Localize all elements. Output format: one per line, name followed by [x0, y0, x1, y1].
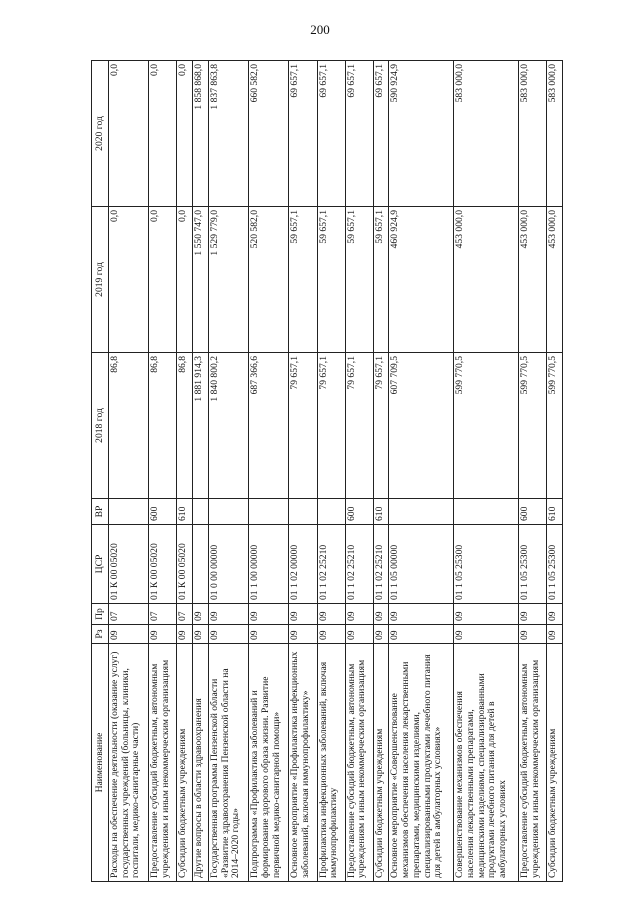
cell-rz: 09: [373, 625, 389, 644]
table-row: [547, 61, 563, 882]
cell-csr: 01 1 02 25210: [317, 525, 345, 604]
cell-2020: 1 837 863,8: [208, 61, 248, 207]
cell-2018: 79 657,1: [289, 353, 317, 499]
cell-pr: 09: [389, 604, 454, 625]
cell-2018: 86,8: [149, 353, 177, 499]
table-row: [373, 61, 389, 882]
cell-rz: 09: [519, 625, 547, 644]
budget-table-container: [91, 61, 563, 882]
cell-2019: 59 657,1: [317, 207, 345, 353]
cell-pr: 09: [208, 604, 248, 625]
cell-2019: 59 657,1: [289, 207, 317, 353]
cell-2018: 599 770,5: [547, 353, 563, 499]
cell-2019: 453 000,0: [547, 207, 563, 353]
cell-pr: 07: [149, 604, 177, 625]
cell-name: Субсидии бюджетным учреждениям: [373, 644, 389, 882]
cell-2018: 687 366,6: [249, 353, 289, 499]
cell-rz: 09: [193, 625, 209, 644]
cell-pr: 09: [289, 604, 317, 625]
cell-2020: 69 657,1: [289, 61, 317, 207]
table-row: [193, 61, 209, 882]
cell-csr: 01 1 00 00000: [249, 525, 289, 604]
table-row: [208, 61, 248, 882]
table-row: [249, 61, 289, 882]
cell-pr: 09: [317, 604, 345, 625]
cell-pr: 07: [109, 604, 149, 625]
cell-rz: 09: [317, 625, 345, 644]
cell-name: Расходы на обеспечение деятельности (оказание услуг) государственных учреждений (больницы, клиники, госпитали, медико-санитарные части): [109, 644, 149, 882]
cell-rz: 09: [345, 625, 373, 644]
cell-vr: 610: [373, 499, 389, 525]
cell-2019: 1 529 779,0: [208, 207, 248, 353]
page-number: 200: [310, 22, 330, 37]
cell-csr: 01 К 00 05020: [149, 525, 177, 604]
table-row: [519, 61, 547, 882]
cell-2018: 79 657,1: [317, 353, 345, 499]
cell-2020: 660 582,0: [249, 61, 289, 207]
cell-2020: 583 000,0: [454, 61, 519, 207]
cell-name: Предоставление субсидий бюджетным, автономным учреждениям и иным некоммерческим организациям: [149, 644, 177, 882]
header-2020: 2020 год: [92, 61, 109, 207]
cell-2019: 460 924,9: [389, 207, 454, 353]
cell-name: Предоставление субсидий бюджетным, автономным учреждениям и иным некоммерческим организациям: [345, 644, 373, 882]
cell-name: Субсидии бюджетным учреждениям: [547, 644, 563, 882]
cell-vr: 610: [547, 499, 563, 525]
cell-vr: [193, 499, 209, 525]
cell-name: Совершенствование механизмов обеспечения населения лекарственными препаратами, медицинскими изделиями, специализированными продуктами лечебного питания для детей в амбулаторных условиях: [454, 644, 519, 882]
cell-2020: 0,0: [177, 61, 193, 207]
header-csr: ЦСР: [92, 525, 109, 604]
cell-csr: [193, 525, 209, 604]
cell-2020: 0,0: [109, 61, 149, 207]
cell-rz: 09: [177, 625, 193, 644]
cell-csr: 01 1 05 25300: [519, 525, 547, 604]
cell-rz: 09: [454, 625, 519, 644]
cell-vr: [317, 499, 345, 525]
header-2019: 2019 год: [92, 207, 109, 353]
cell-pr: 09: [519, 604, 547, 625]
cell-2018: 1 840 800,2: [208, 353, 248, 499]
cell-name: Предоставление субсидий бюджетным, автономным учреждениям и иным некоммерческим организациям: [519, 644, 547, 882]
cell-rz: 09: [109, 625, 149, 644]
table-row: [177, 61, 193, 882]
cell-rz: 09: [208, 625, 248, 644]
cell-vr: [454, 499, 519, 525]
cell-2019: 0,0: [109, 207, 149, 353]
cell-2020: 583 000,0: [547, 61, 563, 207]
cell-csr: 01 0 00 00000: [208, 525, 248, 604]
cell-vr: 600: [519, 499, 547, 525]
cell-pr: 07: [177, 604, 193, 625]
table-row: [149, 61, 177, 882]
cell-name: Профилактика инфекционных заболеваний, включая иммунопрофилактику: [317, 644, 345, 882]
header-pr: Пр: [92, 604, 109, 625]
cell-pr: 09: [193, 604, 209, 625]
cell-vr: [249, 499, 289, 525]
cell-csr: 01 К 00 05020: [177, 525, 193, 604]
cell-csr: 01 1 05 25300: [547, 525, 563, 604]
cell-vr: [289, 499, 317, 525]
cell-csr: 01 1 02 25210: [373, 525, 389, 604]
cell-rz: 09: [289, 625, 317, 644]
table-row: [389, 61, 454, 882]
cell-2019: 59 657,1: [345, 207, 373, 353]
cell-2019: 520 582,0: [249, 207, 289, 353]
cell-csr: 01 К 00 05020: [109, 525, 149, 604]
cell-name: Государственная программа Пензенской области «Развитие здравоохранения Пензенской области на 2014–2020 годы»: [208, 644, 248, 882]
cell-vr: [208, 499, 248, 525]
cell-2020: 590 924,9: [389, 61, 454, 207]
cell-2018: 86,8: [109, 353, 149, 499]
cell-name: Основное мероприятие «Профилактика инфекционных заболеваний, включая иммунопрофилактику»: [289, 644, 317, 882]
cell-pr: 09: [345, 604, 373, 625]
cell-pr: 09: [249, 604, 289, 625]
cell-rz: 09: [389, 625, 454, 644]
cell-2019: 0,0: [149, 207, 177, 353]
cell-vr: [109, 499, 149, 525]
cell-2019: 0,0: [177, 207, 193, 353]
cell-name: Подпрограмма «Профилактика заболеваний и формирование здорового образа жизни. Развитие первичной медико-санитарной помощи»: [249, 644, 289, 882]
cell-name: Другие вопросы в области здравоохранения: [193, 644, 209, 882]
cell-2018: 599 770,5: [454, 353, 519, 499]
cell-2018: 79 657,1: [373, 353, 389, 499]
cell-2018: 599 770,5: [519, 353, 547, 499]
cell-rz: 09: [547, 625, 563, 644]
cell-2019: 453 000,0: [454, 207, 519, 353]
cell-2020: 69 657,1: [373, 61, 389, 207]
cell-2019: 1 550 747,0: [193, 207, 209, 353]
cell-vr: 600: [345, 499, 373, 525]
cell-2019: 59 657,1: [373, 207, 389, 353]
header-name: Наименование: [92, 644, 109, 882]
header-vr: ВР: [92, 499, 109, 525]
cell-2018: 1 881 914,3: [193, 353, 209, 499]
cell-2020: 583 000,0: [519, 61, 547, 207]
cell-2020: 69 657,1: [317, 61, 345, 207]
cell-pr: 09: [454, 604, 519, 625]
header-rz: Рз: [92, 625, 109, 644]
cell-vr: 600: [149, 499, 177, 525]
cell-2020: 1 858 868,0: [193, 61, 209, 207]
header-2018: 2018 год: [92, 353, 109, 499]
cell-vr: [389, 499, 454, 525]
cell-2019: 453 000,0: [519, 207, 547, 353]
cell-2018: 79 657,1: [345, 353, 373, 499]
cell-2020: 0,0: [149, 61, 177, 207]
budget-table: [91, 60, 563, 882]
cell-rz: 09: [149, 625, 177, 644]
table-row: [109, 61, 149, 882]
cell-2020: 69 657,1: [345, 61, 373, 207]
cell-csr: 01 1 02 25210: [345, 525, 373, 604]
table-row: [345, 61, 373, 882]
table-row: [289, 61, 317, 882]
cell-pr: 09: [373, 604, 389, 625]
table-header-row: [92, 61, 109, 882]
cell-name: Основное мероприятие «Совершенствование механизмов обеспечения населения лекарственными препаратами, медицинскими изделиями, специализированными продуктами лечебного питания для детей в амбулаторных условиях»: [389, 644, 454, 882]
rotated-table-frame: [91, 61, 563, 882]
cell-vr: 610: [177, 499, 193, 525]
cell-2018: 607 709,5: [389, 353, 454, 499]
cell-csr: 01 1 05 00000: [389, 525, 454, 604]
cell-rz: 09: [249, 625, 289, 644]
cell-name: Субсидии бюджетным учреждениям: [177, 644, 193, 882]
table-row: [317, 61, 345, 882]
cell-2018: 86,8: [177, 353, 193, 499]
cell-csr: 01 1 02 00000: [289, 525, 317, 604]
cell-pr: 09: [547, 604, 563, 625]
table-row: [454, 61, 519, 882]
cell-csr: 01 1 05 25300: [454, 525, 519, 604]
